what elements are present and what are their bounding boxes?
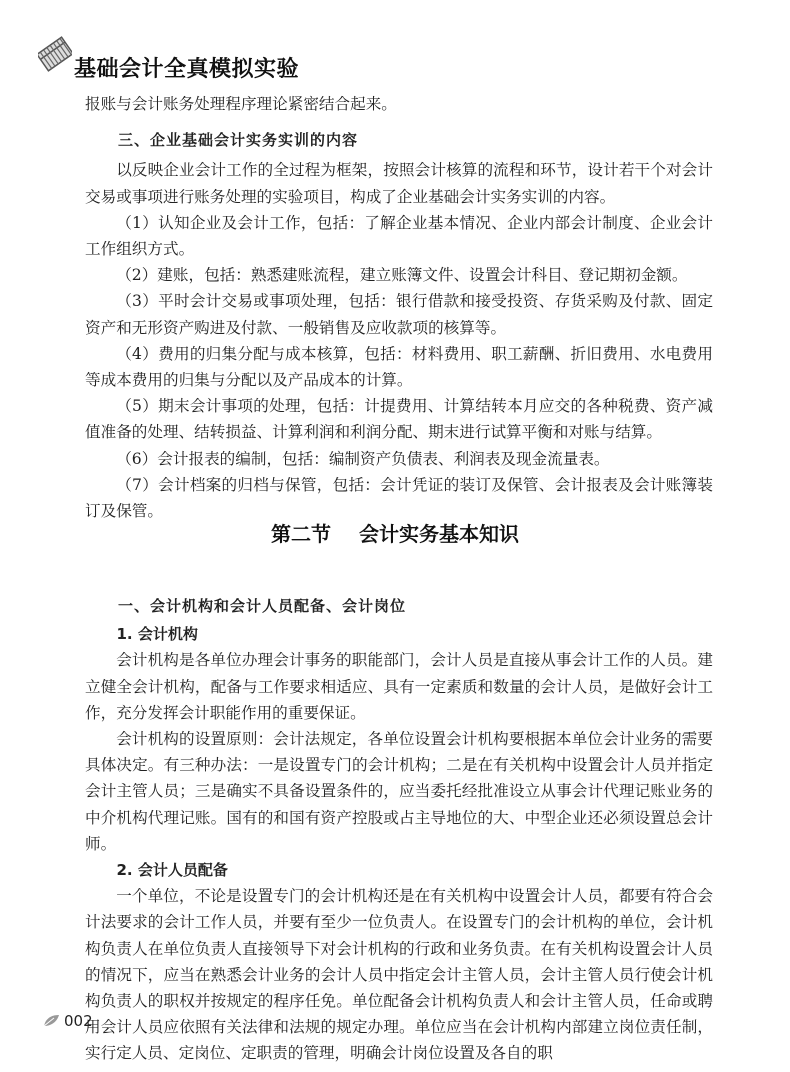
section-name: 会计实务基本知识 xyxy=(359,522,519,546)
list-item: （1）认知企业及会计工作，包括：了解企业基本情况、企业内部会计制度、企业会计工作组织方式。 xyxy=(85,213,713,259)
content-block-1 xyxy=(85,91,713,524)
subsection-heading: 一、会计机构和会计人员配备、会计岗位 xyxy=(118,597,407,615)
list-item: （4）费用的归集分配与成本核算，包括：材料费用、职工薪酬、折旧费用、水电费用等成本费用的归集与分配以及产品成本的计算。 xyxy=(85,344,713,390)
continuation-text: 报账与会计账务处理程序理论紧密结合起来。 xyxy=(85,95,397,113)
section-title xyxy=(0,518,790,547)
paragraph: 会计机构是各单位办理会计事务的职能部门，会计人员是直接从事会计工作的人员。建立健全会计机构，配备与工作要求相适应、具有一定素质和数量的会计人员，是做好会计工作，充分发挥会计职能作用的重要保证。 xyxy=(85,651,713,722)
section-heading-3: 三、企业基础会计实务实训的内容 xyxy=(118,131,359,150)
list-item: （2）建账，包括：熟悉建账流程，建立账簿文件、设置会计科目、登记期初金额。 xyxy=(116,266,688,285)
list-item: （6）会计报表的编制，包括：编制资产负债表、利润表及现金流量表。 xyxy=(116,449,610,468)
paragraph: 一个单位，不论是设置专门的会计机构还是在有关机构中设置会计人员，都要有符合会计法要求的会计工作人员，并要有至少一位负责人。在设置专门的会计机构的单位，会计机构负责人在单位负责人直接领导下对会计机构的行政和业务负责。在有关机构设置会计人员的情况下，应当在熟悉会计业务的会计人员中指定会计主管人员，会计主管人员行使会计机构负责人的职权并按规定的程序任免。单位配备会计机构负责人和会计主管人员，任命或聘用会计人员应依照有关法律和法规的规定办理。单位应当在会计机构内部建立岗位责任制，实行定人员、定岗位、定职责的管理，明确会计岗位设置及各自的职 xyxy=(85,887,713,1063)
list-item: （5）期末会计事项的处理，包括：计提费用、计算结转本月应交的各种税费、资产减值准备的处理、结转损益、计算利润和利润分配、期末进行试算平衡和对账与结算。 xyxy=(85,397,713,442)
page-number: 002 xyxy=(64,1012,93,1030)
list-item: （3）平时会计交易或事项处理，包括：银行借款和接受投资、存货采购及付款、固定资产和无形资产购进及付款、一般销售及应收款项的核算等。 xyxy=(85,292,713,337)
book-title: 基础会计全真模拟实验 xyxy=(74,57,300,82)
page-footer xyxy=(42,1012,93,1030)
leaf-icon xyxy=(42,1014,60,1028)
paragraph: 以反映企业会计工作的全过程为框架，按照会计核算的流程和环节，设计若干个对会计交易或事项进行账务处理的实验项目，构成了企业基础会计实务实训的内容。 xyxy=(85,161,713,206)
sub-heading-2: 2. 会计人员配备 xyxy=(116,861,228,880)
sub-heading-1: 1. 会计机构 xyxy=(116,625,198,644)
section-number: 第二节 xyxy=(271,522,331,546)
content-block-2 xyxy=(85,593,713,1067)
paragraph: 会计机构的设置原则：会计法规定，各单位设置会计机构要根据本单位会计业务的需要具体决定。有三种办法：一是设置专门的会计机构；二是在有关机构中设置会计人员并指定会计主管人员；三是确实不具备设置条件的，应当委托经批准设立从事会计代理记账业务的中介机构代理记账。国有的和国有资产控股或占主导地位的大、中型企业还必须设置总会计师。 xyxy=(85,730,713,853)
list-item: （7）会计档案的归档与保管，包括：会计凭证的装订及保管、会计报表及会计账簿装订及保管。 xyxy=(85,475,713,521)
abacus-logo-icon xyxy=(38,34,72,74)
